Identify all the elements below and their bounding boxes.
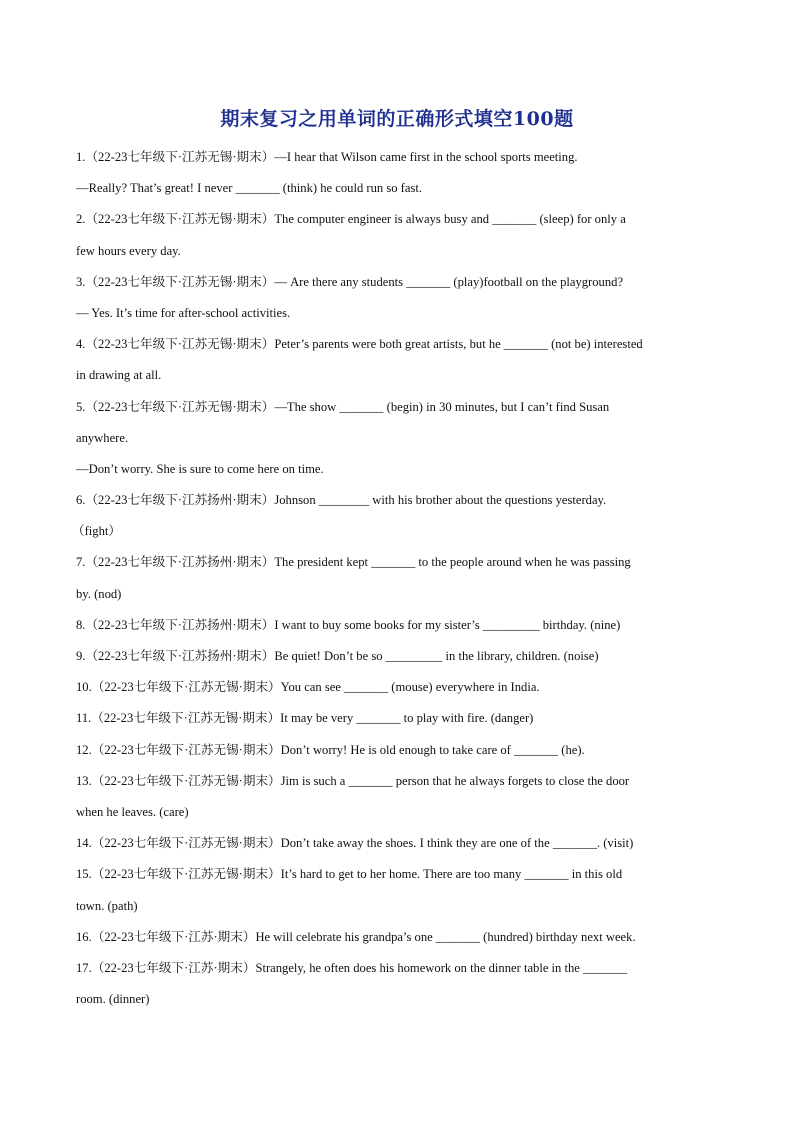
text-line: 11.（22-23七年级下·江苏无锡·期末）It may be very _______ to play with fire. (danger) [76, 711, 534, 726]
text-line: room. (dinner) [76, 992, 150, 1007]
text-line: （fight） [72, 524, 121, 539]
text-line: 8.（22-23七年级下·江苏扬州·期末）I want to buy some books for my sister’s _________ birthday. (nine) [76, 617, 621, 632]
text-line: 1.（22-23七年级下·江苏无锡·期末）—I hear that Wilson came first in the school sports meeting. [76, 150, 578, 164]
text-line: 17.（22-23七年级下·江苏·期末）Strangely, he often does his homework on the dinner table in the _______ [76, 960, 628, 975]
text-line: 5.（22-23七年级下·江苏无锡·期末）—The show _______ (begin) in 30 minutes, but I can’t find Susan [76, 399, 610, 414]
text-line: 7.（22-23七年级下·江苏扬州·期末）The president kept _______ to the people around when he was passing [76, 555, 631, 570]
text-line: —Really? That’s great! I never _______ (think) he could run so fast. [76, 181, 423, 196]
text-line: 10.（22-23七年级下·江苏无锡·期末）You can see _______ (mouse) everywhere in India. [76, 680, 540, 695]
text-line: town. (path) [76, 898, 138, 913]
text-line: 2.（22-23七年级下·江苏无锡·期末）The computer engineer is always busy and _______ (sleep) for only a [76, 212, 626, 227]
text-line: 16.（22-23七年级下·江苏·期末）He will celebrate his grandpa’s one _______ (hundred) birthday next week. [76, 929, 636, 944]
text-line: 3.（22-23七年级下·江苏无锡·期末）— Are there any students _______ (play)football on the playground? [76, 274, 624, 289]
text-line: 9.（22-23七年级下·江苏扬州·期末）Be quiet! Don’t be so _________ in the library, children. (noise) [76, 649, 599, 663]
text-line: 4.（22-23七年级下·江苏无锡·期末）Peter’s parents were both great artists, but he _______ (not be) interested [76, 337, 643, 352]
text-line: few hours every day. [76, 243, 181, 258]
text-line: 6.（22-23七年级下·江苏扬州·期末）Johnson ________ with his brother about the questions yesterday. [76, 493, 607, 508]
text-line: in drawing at all. [76, 368, 162, 383]
text-line: 12.（22-23七年级下·江苏无锡·期末）Don’t worry! He is old enough to take care of _______ (he). [76, 742, 585, 757]
text-line: 15.（22-23七年级下·江苏无锡·期末）It’s hard to get to her home. There are too many _______ in this old [76, 867, 623, 882]
text-line: —Don’t worry. She is sure to come here on time. [76, 461, 324, 476]
text-line: 14.（22-23七年级下·江苏无锡·期末）Don’t take away the shoes. I think they are one of the _______. (visit) [76, 836, 634, 851]
text-line: anywhere. [76, 430, 129, 445]
text-line: by. (nod) [76, 586, 122, 601]
text-line: — Yes. It’s time for after-school activities. [76, 305, 291, 320]
question-list [72, 142, 726, 1015]
text-line: 13.（22-23七年级下·江苏无锡·期末）Jim is such a _______ person that he always forgets to close the door [76, 773, 630, 788]
page-title: 期末复习之用单词的正确形式填空100题 [220, 108, 574, 130]
text-line: when he leaves. (care) [76, 804, 189, 819]
